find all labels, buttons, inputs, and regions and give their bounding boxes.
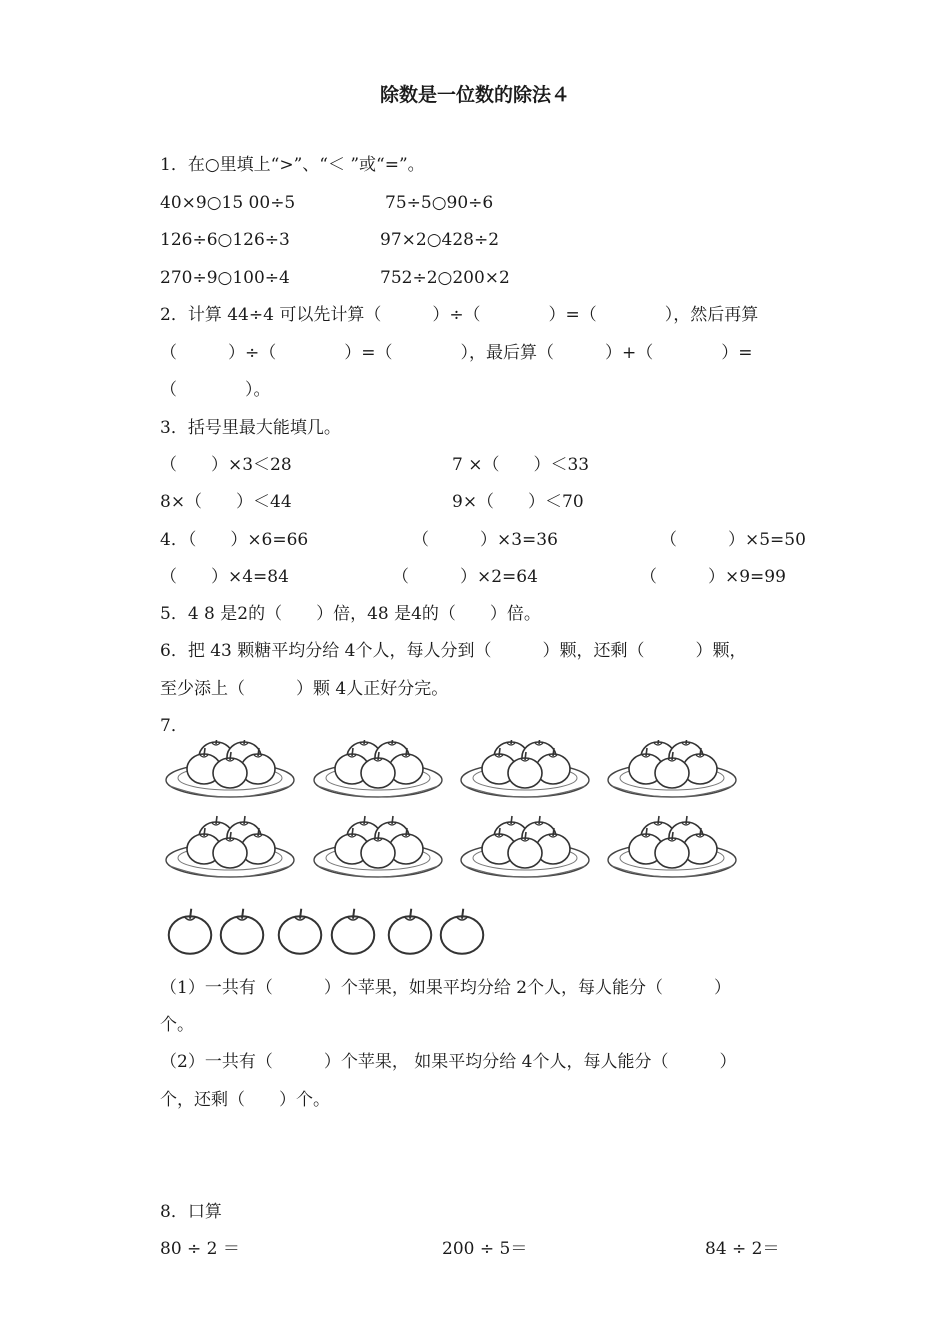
q1-item-4: 97×2○428÷2 [380, 230, 500, 250]
q8-item-3: 84 ÷ 2＝ [705, 1239, 780, 1259]
q1-item-2: 75÷5○90÷6 [385, 193, 494, 213]
q6-line-1: 6．把 43 颗糖平均分给 4个人，每人分到（ ）颗，还剩（ ）颗， [160, 641, 747, 661]
q4-item-1: 4．（ ）×6=66 [160, 530, 309, 550]
q3-item-2: 7 ×（ ）＜33 [452, 455, 590, 475]
q3-item-4: 9×（ ）＜70 [452, 492, 584, 512]
q5-text: 5．4 8 是2的（ ）倍，48 是4的（ ）倍。 [160, 604, 541, 624]
apple-plates-illustration [160, 740, 760, 965]
q7-sub2-line-1: （2）一共有（ ）个苹果， 如果平均分给 4个人，每人能分（ ） [160, 1052, 737, 1072]
plate-6 [314, 816, 442, 877]
q1-stem: 1．在○里填上“>”、“＜ ”或“=”。 [160, 155, 425, 175]
q6-line-2: 至少添上（ ）颗 4人正好分完。 [160, 679, 449, 699]
plate-7 [461, 816, 589, 877]
loose-apple-5 [389, 909, 432, 954]
q3-item-1: （ ）×3＜28 [160, 455, 292, 475]
q2-line-2: （ ）÷（ ）=（ ），最后算（ ）+（ ）= [160, 343, 753, 363]
q4-item-6: （ ）×9=99 [640, 567, 786, 587]
q7-sub1-line-2: 个。 [160, 1015, 194, 1035]
q2-line-3: （ ）。 [160, 380, 271, 400]
loose-apple-3 [279, 909, 322, 954]
loose-apple-6 [441, 909, 484, 954]
plate-4 [608, 740, 736, 797]
q7-label: 7． [160, 716, 188, 736]
plate-3 [461, 740, 589, 797]
page-title: 除数是一位数的除法４ [379, 84, 570, 106]
q4-item-4: （ ）×4=84 [160, 567, 289, 587]
q3-stem: 3．括号里最大能填几。 [160, 418, 341, 438]
q8-item-2: 200 ÷ 5＝ [442, 1239, 528, 1259]
q1-item-3: 126÷6○126÷3 [160, 230, 290, 250]
q3-item-3: 8×（ ）＜44 [160, 492, 292, 512]
q1-item-6: 752÷2○200×2 [380, 268, 510, 288]
plate-5 [166, 816, 294, 877]
q1-item-1: 40×9○15 00÷5 [160, 193, 296, 213]
q8-stem: 8．口算 [160, 1202, 222, 1222]
q8-item-1: 80 ÷ 2 ＝ [160, 1239, 240, 1259]
q7-sub2-line-2: 个，还剩（ ）个。 [160, 1090, 330, 1110]
loose-apple-4 [332, 909, 375, 954]
plate-2 [314, 740, 442, 797]
plate-1 [166, 740, 294, 797]
plate-8 [608, 816, 736, 877]
loose-apple-2 [221, 909, 264, 954]
q1-item-5: 270÷9○100÷4 [160, 268, 290, 288]
q4-item-5: （ ）×2=64 [392, 567, 538, 587]
q4-item-3: （ ）×5=50 [660, 530, 806, 550]
q7-sub1-line-1: （1）一共有（ ）个苹果，如果平均分给 2个人，每人能分（ ） [160, 978, 732, 998]
loose-apple-1 [169, 909, 212, 954]
q2-line-1: 2．计算 44÷4 可以先计算（ ）÷（ ）=（ ），然后再算 [160, 305, 759, 325]
q4-item-2: （ ）×3=36 [412, 530, 558, 550]
